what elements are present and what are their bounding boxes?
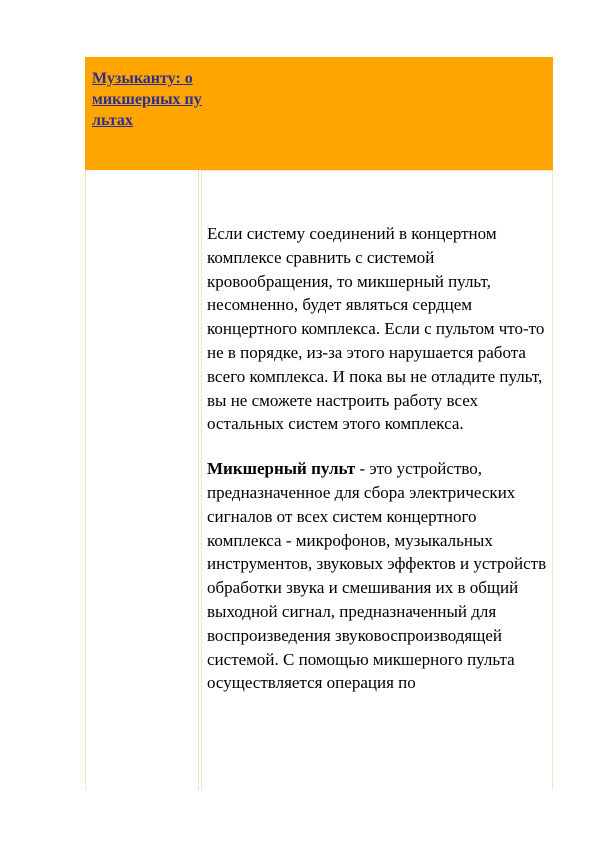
left-column-cell bbox=[85, 170, 199, 790]
paragraph-definition bbox=[207, 457, 553, 695]
definition-term: Микшерный пульт bbox=[207, 459, 356, 479]
paragraph-intro: Если систему соединений в концертном комплексе сравнить с системой кровообращения, то микшерный пульт, несомненно, будет являться сердцем концертного комплекса. Если с пультом что-то не в порядке, из-за этого нарушается работа всего комплекса. И пока вы не отладите пульт, вы не сможете настроить работу всех остальных систем этого комплекса. bbox=[207, 224, 545, 434]
article-title-link[interactable]: Музыканту: о микшерных пультах bbox=[92, 70, 202, 129]
article-body bbox=[207, 222, 553, 695]
definition-text: - это устройство, предназначенное для сбора электрических сигналов от всех систем концертного комплекса - микрофонов, музыкальных инструментов, звуковых эффектов и устройств обработки звука и смешивания их в общий выходной сигнал, предназначенный для воспроизведения звуковоспроизводящей системой. С помощью микшерного пульта осуществляется операция по bbox=[207, 459, 547, 693]
